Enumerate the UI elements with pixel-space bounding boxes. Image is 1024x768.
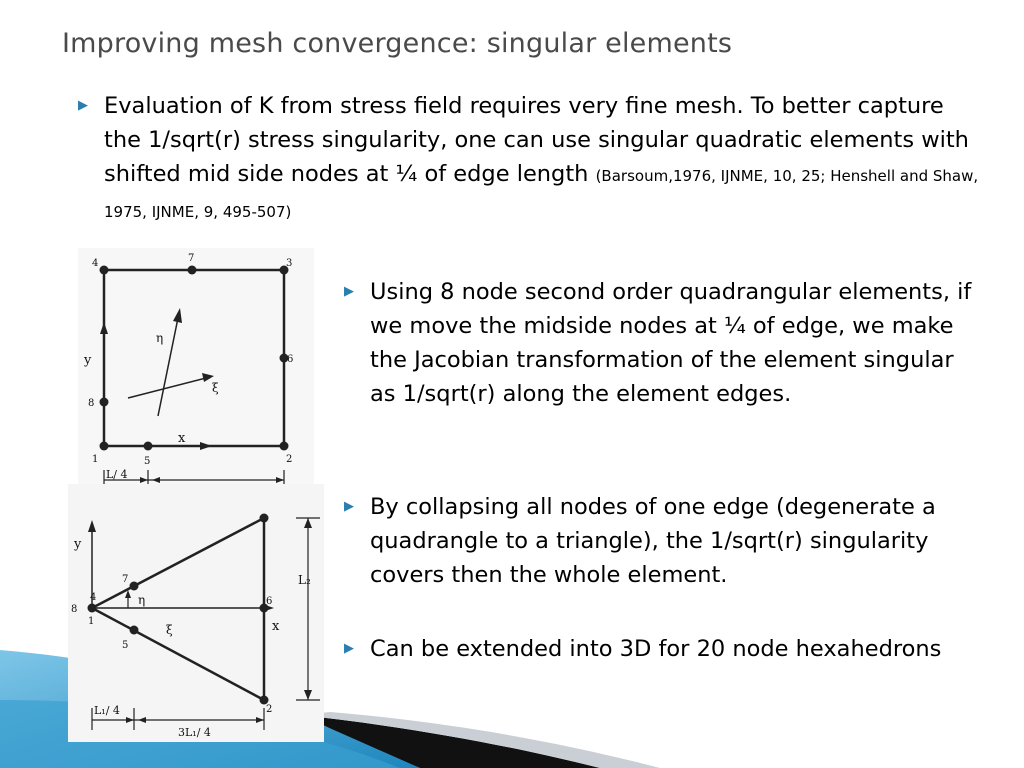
node-label: 3 [286, 258, 293, 269]
dimension-label: L₂ [298, 573, 311, 587]
node-label: 8 [88, 398, 95, 409]
node-label: 6 [287, 354, 294, 365]
dimension-label: 3L₁/ 4 [178, 726, 211, 739]
xi-label: ξ [212, 381, 219, 395]
bullet-arrow-icon: ▶ [344, 641, 354, 656]
bullet-collapsing [344, 490, 970, 592]
bullet-text: Can be extended into 3D for 20 node hexahedrons [370, 636, 942, 662]
quad-element-figure [78, 248, 314, 498]
node-label: 8 [71, 604, 78, 615]
bullet-3d [344, 632, 970, 666]
node-label: 7 [122, 574, 129, 585]
reference-citation: (Barsoum,1976, IJNME, 10, 25; Henshell and Shaw, 1975, IJNME, 9, 495-507) [104, 167, 979, 221]
node-label: 7 [188, 253, 195, 264]
node-label: 1 [88, 616, 95, 627]
axis-label-x: x [178, 431, 186, 446]
node-label: 5 [144, 456, 151, 467]
node-label: 4 [92, 258, 99, 269]
dimension-label: L₁/ 4 [94, 704, 120, 717]
node-label: 2 [286, 454, 293, 465]
bullet-text: Evaluation of K from stress field requires very fine mesh. To better capture the 1/sqrt(r) stress singularity, one can use singular quadratic elements with shifted mid side nodes at ¼ of edge length [104, 93, 969, 187]
slide-title: Improving mesh convergence: singular elements [62, 28, 733, 59]
axis-label-y: y [74, 537, 82, 552]
bullet-8-node [344, 275, 980, 411]
dimension-label: L/ 4 [106, 468, 128, 481]
xi-label: ξ [166, 623, 173, 637]
node-label: 1 [92, 454, 99, 465]
node-label: 6 [266, 596, 273, 607]
bullet-text: By collapsing all nodes of one edge (degenerate a quadrangle to a triangle), the 1/sqrt(r) singularity covers then the whole element. [370, 494, 936, 588]
bullet-stress-field [78, 89, 984, 229]
node-label: 5 [122, 640, 129, 651]
eta-label: η [138, 593, 146, 607]
bullet-arrow-icon: ▶ [344, 499, 354, 514]
bullet-text: Using 8 node second order quadrangular elements, if we move the midside nodes at ¼ of edge, we make the Jacobian transformation of the element singular as 1/sqrt(r) along the element edges. [370, 279, 972, 407]
bullet-arrow-icon: ▶ [344, 284, 354, 299]
bullet-arrow-icon: ▶ [78, 98, 88, 113]
triangle-element-figure [68, 484, 324, 742]
axis-label-x: x [272, 619, 280, 634]
node-label: 2 [266, 704, 273, 715]
eta-label: η [156, 331, 164, 345]
node-label: 4 [90, 592, 97, 603]
axis-label-y: y [84, 353, 92, 368]
